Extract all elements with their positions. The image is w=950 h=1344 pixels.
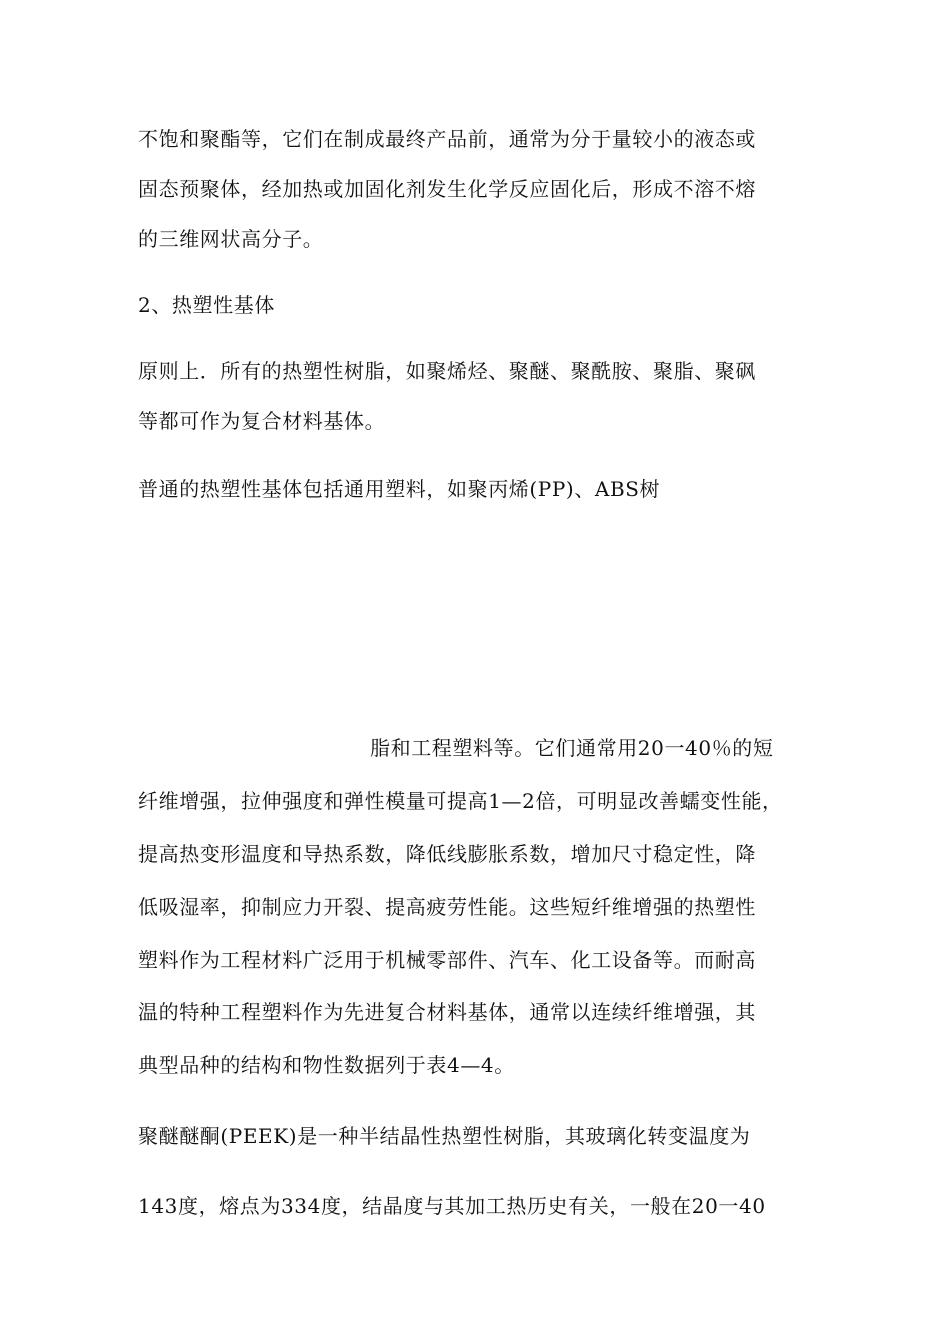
paragraph-line: 的三维网状高分子。: [138, 227, 324, 251]
paragraph-line: 提高热变形温度和导热系数，降低线膨胀系数，增加尺寸稳定性，降: [138, 842, 756, 866]
paragraph-line: 143度，熔点为334度，结晶度与其加工热历史有关，一般在20一40: [138, 1194, 766, 1218]
paragraph-line: 聚醚醚酮(PEEK)是一种半结晶性热塑性树脂，其玻璃化转变温度为: [138, 1124, 751, 1148]
paragraph-line: 原则上．所有的热塑性树脂，如聚烯烃、聚醚、聚酰胺、聚脂、聚砜: [138, 359, 756, 383]
paragraph-line: 纤维增强，拉伸强度和弹性模量可提高1—2倍，可明显改善蠕变性能，: [138, 789, 783, 813]
paragraph-line: 温的特种工程塑料作为先进复合材料基体，通常以连续纤维增强，其: [138, 1000, 756, 1024]
paragraph-line: 低吸湿率，抑制应力开裂、提高疲劳性能。这些短纤维增强的热塑性: [138, 895, 756, 919]
paragraph-line: 普通的热塑性基体包括通用塑料，如聚丙烯(PP)、ABS树: [138, 477, 661, 501]
paragraph-line: 塑料作为工程材料广泛用于机械零部件、汽车、化工设备等。而耐高: [138, 948, 756, 972]
paragraph-line: 不饱和聚酯等，它们在制成最终产品前，通常为分于量较小的液态或: [138, 127, 756, 151]
paragraph-line: 固态预聚体，经加热或加固化剂发生化学反应固化后，形成不溶不熔: [138, 177, 756, 201]
section-heading: 2、热塑性基体: [138, 293, 275, 317]
paragraph-line: 典型品种的结构和物性数据列于表4—4。: [138, 1053, 515, 1077]
paragraph-line: 脂和工程塑料等。它们通常用20一40％的短: [370, 736, 774, 760]
paragraph-line: 等都可作为复合材料基体。: [138, 409, 386, 433]
